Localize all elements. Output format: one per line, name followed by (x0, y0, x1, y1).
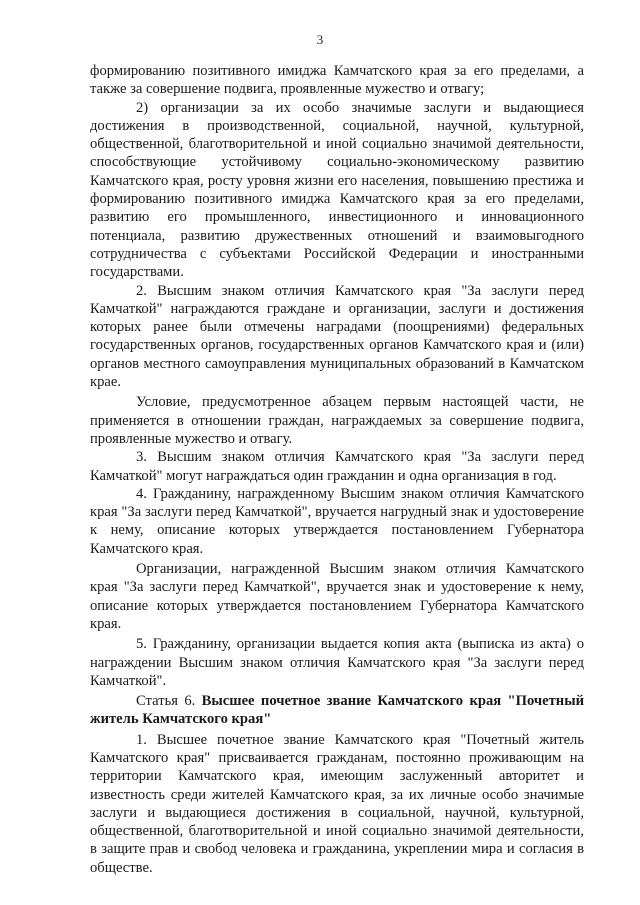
paragraph: 2) организации за их особо значимые заслуги и выдающиеся достижения в производственной, социальной, научной, культурной, общественной, благотворительной и иной социально значимой деятельности, способствующие устойчивому социально-экономическому развитию Камчатского края, росту уровня жизни его населения, повышению престижа и формированию позитивного имиджа Камчатского края за его пределами, развитию его промышленного, инвестиционного и инновационного потенциала, развитию дружественных отношений и взаимовыгодного сотрудничества с субъектами Российской Федерации и иностранными государствами. (90, 99, 584, 281)
paragraph: 2. Высшим знаком отличия Камчатского края "За заслуги перед Камчаткой" награждаются граждане и организации, заслуги и достижения которых ранее были отмечены наградами (поощрениями) федеральных государственных органов, государственных органов Камчатского края и (или) органов местного самоуправления муниципальных образований в Камчатском крае. (90, 282, 584, 391)
paragraph: Условие, предусмотренное абзацем первым настоящей части, не применяется в отношении граждан, награждаемых за совершение подвига, проявленные мужество и отвагу. (90, 394, 584, 447)
article-number: Статья 6. (136, 693, 202, 710)
paragraph: 1. Высшее почетное звание Камчатского края "Почетный житель Камчатского края" присваивается гражданам, постоянно проживающим на территории Камчатского края, имеющим заслуженный авторитет и известность среди жителей Камчатского края, за их личные особо значимые заслуги и выдающиеся достижения в социальной, научной, культурной, общественной, благотворительной и иной социально значимой деятельности, в защите прав и свобод человека и гражданина, укреплении мира и согласия в обществе. (90, 731, 584, 876)
paragraph: Организации, награжденной Высшим знаком отличия Камчатского края "За заслуги перед Камчаткой", вручается знак и удостоверение к нему, описание которых утверждается постановлением Губернатора Камчатского края. (90, 561, 584, 632)
paragraph: 4. Гражданину, награжденному Высшим знаком отличия Камчатского края "За заслуги перед Камчаткой", вручается нагрудный знак и удостоверение к нему, описание которых утверждается постановлением Губернатора Камчатского края. (90, 485, 584, 557)
paragraph: формированию позитивного имиджа Камчатского края за его пределами, а также за совершение подвига, проявленные мужество и отвагу; (90, 63, 584, 98)
paragraph: 3. Высшим знаком отличия Камчатского края "За заслуги перед Камчаткой" могут награждаться один гражданин и одна организация в год. (90, 449, 584, 484)
article-title: Высшее почетное звание Камчатского края "Почетный житель Камчатского края" (90, 693, 585, 728)
paragraph: 5. Гражданину, организации выдается копия акта (выписка из акта) о награждении Высшим знаком отличия Камчатского края "За заслуги перед Камчаткой". (90, 636, 584, 689)
page-number: 3 (316, 32, 324, 47)
article-heading (90, 692, 584, 729)
document-body (90, 62, 584, 877)
